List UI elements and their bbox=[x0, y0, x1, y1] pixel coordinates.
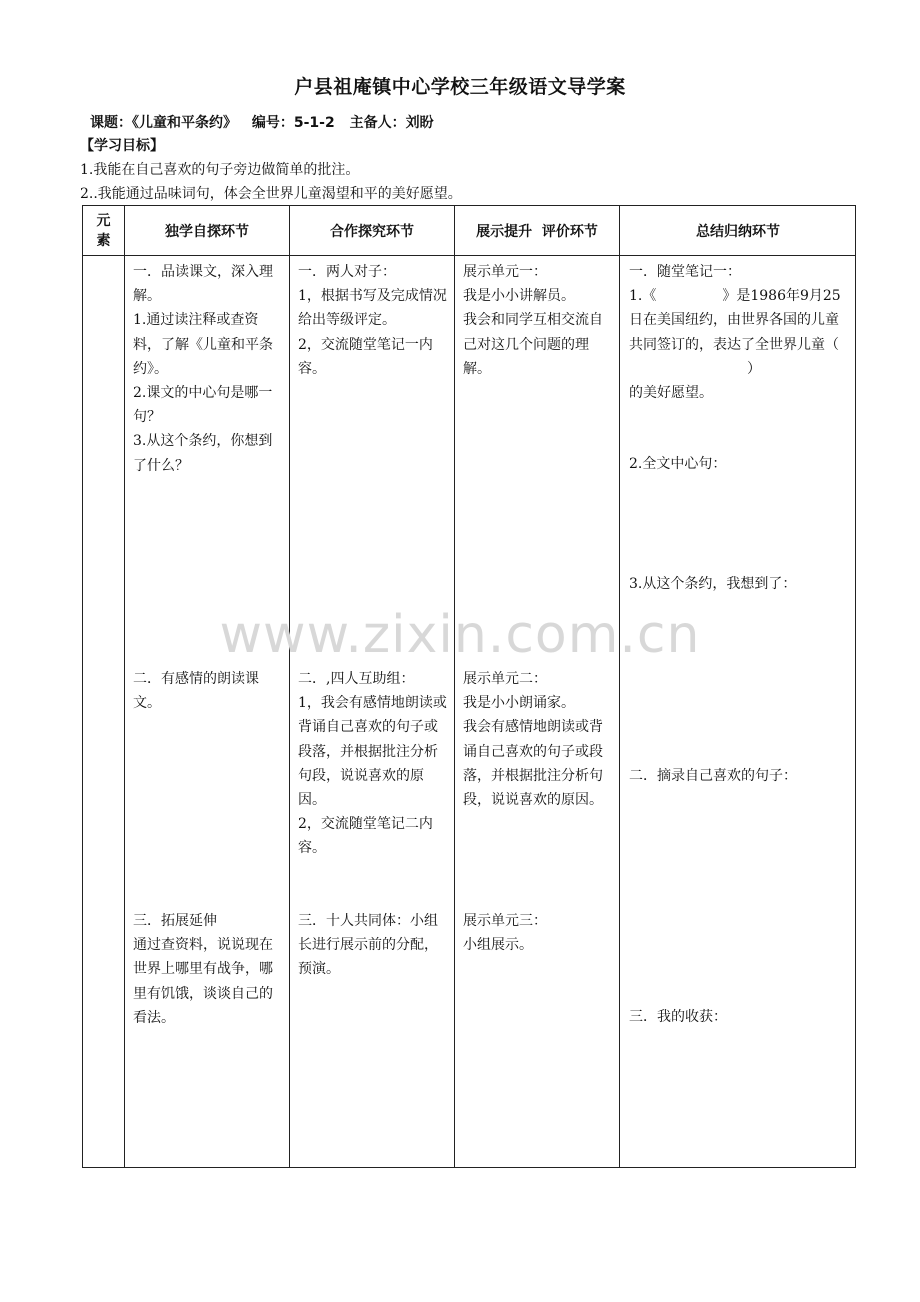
lesson-author: 主备人：刘盼 bbox=[349, 115, 434, 131]
self-study-s3-body: 通过查资料，说说现在世界上哪里有战争，哪里有饥饿，谈谈自己的看法。 bbox=[133, 937, 273, 1026]
header-element bbox=[83, 206, 124, 255]
cooperation-section-1 bbox=[298, 260, 448, 381]
self-study-s2: 二．有感情的朗读课文。 bbox=[133, 671, 259, 712]
presentation-u1-title: 展示单元一： bbox=[463, 264, 547, 280]
header-element-top: 元 bbox=[96, 212, 111, 229]
presentation-unit-3 bbox=[463, 909, 613, 957]
table-header-divider bbox=[83, 255, 855, 256]
presentation-u2-b: 我会有感情地朗读或背诵自己喜欢的句子或段落，并根据批注分析句段，说说喜欢的原因。 bbox=[463, 719, 603, 809]
lesson-table bbox=[82, 205, 856, 1168]
presentation-unit-2 bbox=[463, 667, 613, 812]
summary-n2: 2.全文中心句： bbox=[629, 456, 727, 472]
presentation-u1-b: 我会和同学互相交流自己对这几个问题的理解。 bbox=[463, 312, 603, 377]
cooperation-s2-b: 2，交流随堂笔记二内容。 bbox=[298, 816, 433, 857]
watermark: www.zixin.com.cn bbox=[219, 605, 701, 665]
summary-s3: 三．我的收获： bbox=[629, 1009, 727, 1025]
cooperation-s1-b: 2，交流随堂笔记一内容。 bbox=[298, 336, 433, 377]
goal-item-2: 2..我能通过品味词句，体会全世界儿童渴望和平的美好愿望。 bbox=[80, 186, 462, 202]
self-study-s1-q1: 1.通过读注释或查资料，了解《儿童和平条约》。 bbox=[133, 312, 273, 377]
cooperation-s2-a: 1，我会有感情地朗读或背诵自己喜欢的句子或段落，并根据批注分析句段，说说喜欢的原因。 bbox=[298, 695, 447, 809]
page-title: 户县祖庵镇中心学校三年级语文导学案 bbox=[294, 76, 626, 98]
goal-item-1: 1.我能在自己喜欢的句子旁边做简单的批注。 bbox=[80, 162, 360, 178]
presentation-unit-1 bbox=[463, 260, 613, 381]
self-study-section-1 bbox=[133, 260, 283, 478]
summary-n1-end: 的美好愿望。 bbox=[629, 385, 713, 402]
self-study-s1-title: 一．品读课文，深入理解。 bbox=[133, 264, 273, 305]
summary-n1-fill bbox=[629, 284, 851, 381]
summary-n3: 3.从这个条约，我想到了： bbox=[629, 576, 797, 592]
table-divider bbox=[454, 206, 455, 1167]
presentation-u3-a: 小组展示。 bbox=[463, 937, 533, 954]
header-cooperation: 合作探究环节 bbox=[330, 223, 414, 240]
summary-n1-title: 一．随堂笔记一： bbox=[629, 264, 741, 280]
lesson-code: 编号：5-1-2 bbox=[251, 115, 335, 131]
self-study-s1-q3: 3.从这个条约，你想到了什么？ bbox=[133, 433, 273, 474]
goals-heading: 【学习目标】 bbox=[80, 138, 164, 154]
table-divider bbox=[124, 206, 125, 1167]
summary-n1-close: ） bbox=[747, 360, 761, 377]
header-element-bottom: 素 bbox=[96, 232, 111, 249]
summary-n1-body: 》是1986年9月25日在美国纽约，由世界各国的儿童共同签订的，表达了全世界儿童（ bbox=[629, 288, 841, 353]
header-presentation: 展示提升 评价环节 bbox=[476, 223, 598, 240]
self-study-s1-q2: 2.课文的中心句是哪一句？ bbox=[133, 385, 273, 426]
table-divider bbox=[619, 206, 620, 1167]
self-study-section-3 bbox=[133, 909, 283, 1030]
cooperation-s2-title: 二．,四人互助组： bbox=[298, 671, 415, 687]
cooperation-s1-a: 1，根据书写及完成情况给出等级评定。 bbox=[298, 288, 447, 329]
cooperation-section-2 bbox=[298, 667, 448, 861]
header-summary: 总结归纳环节 bbox=[696, 223, 780, 240]
lesson-topic: 课题：《儿童和平条约》 bbox=[90, 115, 237, 131]
summary-s2: 二．摘录自己喜欢的句子： bbox=[629, 768, 797, 784]
summary-n1-open: 1.《 bbox=[629, 288, 657, 305]
cooperation-s3: 三．十人共同体：小组长进行展示前的分配，预演。 bbox=[298, 913, 438, 978]
header-self-study: 独学自探环节 bbox=[165, 223, 249, 240]
presentation-u2-a: 我是小小朗诵家。 bbox=[463, 695, 575, 712]
summary-note-1 bbox=[629, 260, 851, 405]
cooperation-s1-title: 一．两人对子： bbox=[298, 264, 396, 280]
lesson-meta bbox=[90, 112, 444, 132]
presentation-u3-title: 展示单元三： bbox=[463, 913, 547, 929]
self-study-s3-title: 三．拓展延伸 bbox=[133, 913, 217, 929]
presentation-u2-title: 展示单元二： bbox=[463, 671, 547, 687]
presentation-u1-a: 我是小小讲解员。 bbox=[463, 288, 575, 305]
table-divider bbox=[289, 206, 290, 1167]
